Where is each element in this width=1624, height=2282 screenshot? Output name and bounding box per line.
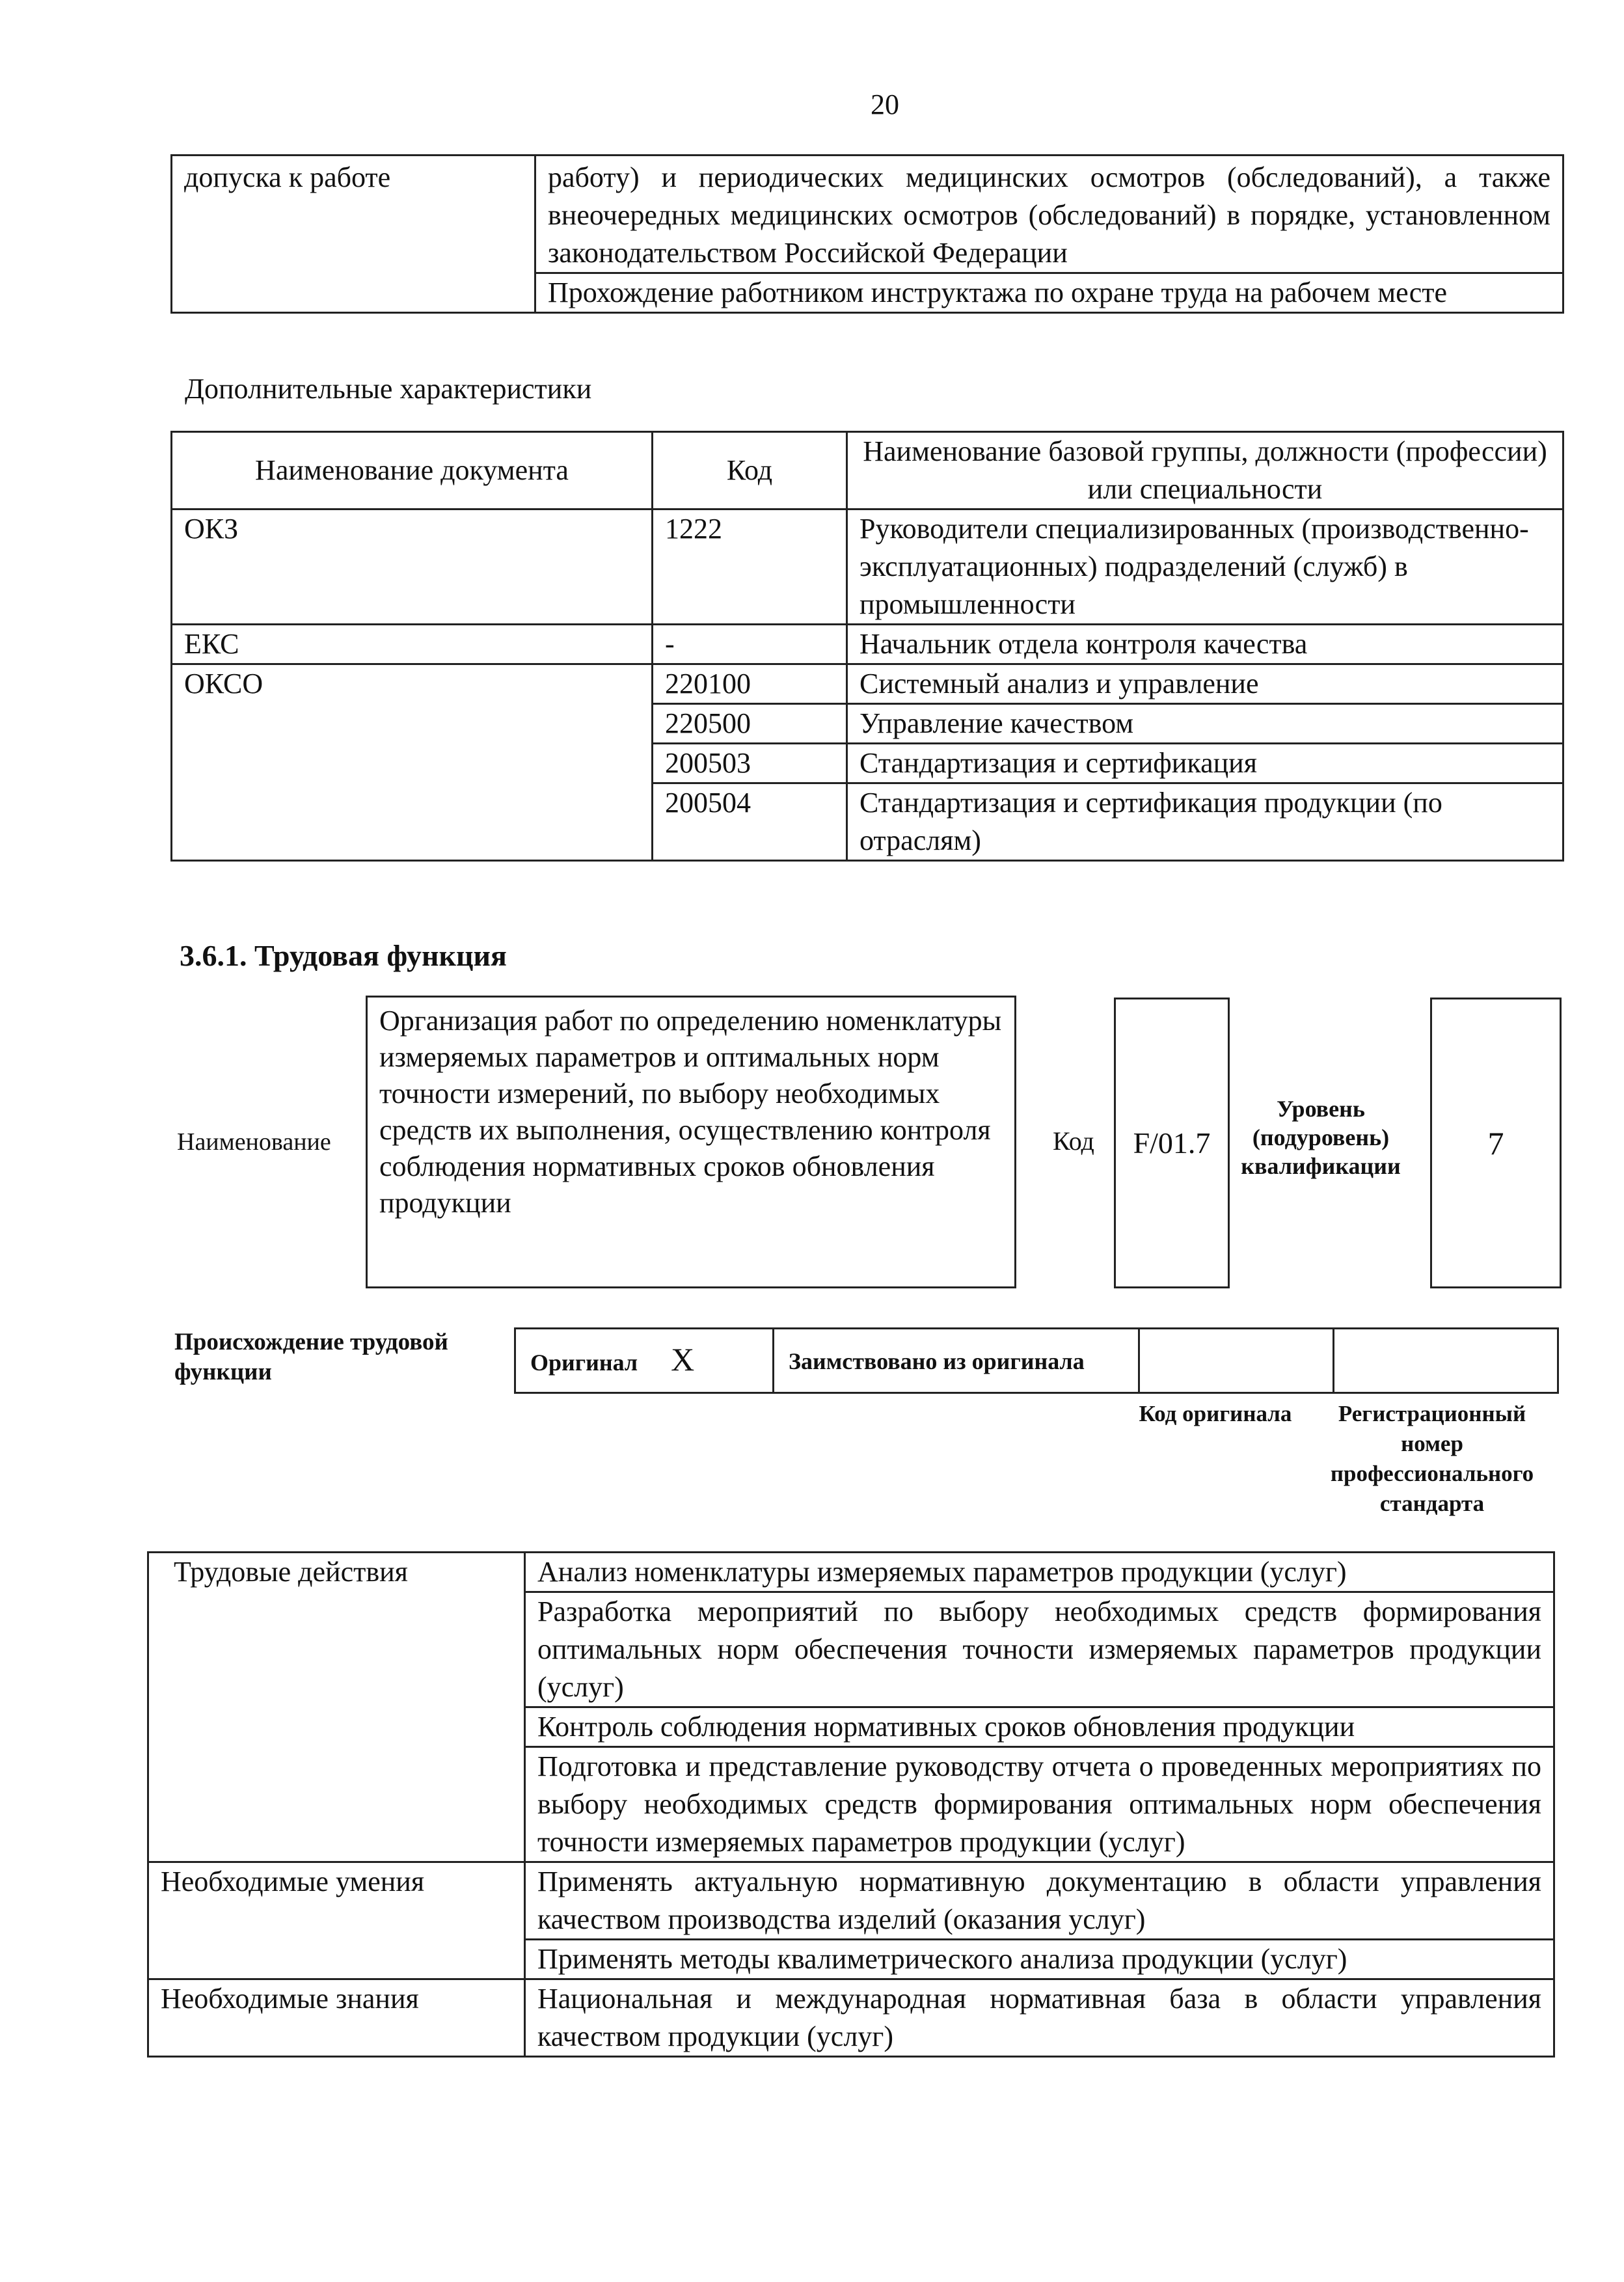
qualification-level-value: 7 xyxy=(1487,1124,1504,1161)
origin-original-cell xyxy=(515,1329,774,1393)
page-number: 20 xyxy=(871,88,899,120)
row-document: ЕКС xyxy=(172,625,653,664)
top-table-row: Прохождение работником инструктажа по охране труда на рабочем месте xyxy=(535,273,1563,313)
header-group-name: Наименование базовой группы, должности (профессии) или специальности xyxy=(847,432,1563,509)
additional-table xyxy=(170,431,1564,862)
origin-reg-cell xyxy=(1334,1329,1558,1393)
header-document: Наименование документа xyxy=(172,432,653,509)
group-label-actions: Трудовые действия xyxy=(148,1553,525,1862)
row-code: 200504 xyxy=(653,783,847,861)
action-item: Контроль соблюдения нормативных сроков обновления продукции xyxy=(525,1707,1554,1747)
action-item: Анализ номенклатуры измеряемых параметров продукции (услуг) xyxy=(525,1553,1554,1592)
row-document: ОКЗ xyxy=(172,509,653,625)
skill-item: Применять методы квалиметрического анализа продукции (услуг) xyxy=(525,1940,1554,1979)
row-name: Руководители специализированных (производственно-эксплуатационных) подразделений (служб) в промышленности xyxy=(847,509,1563,625)
function-code-box xyxy=(1114,998,1230,1288)
top-table-label: допуска к работе xyxy=(172,156,535,313)
function-code-value: F/01.7 xyxy=(1133,1126,1211,1160)
row-name: Стандартизация и сертификация xyxy=(847,744,1563,783)
row-name: Системный анализ и управление xyxy=(847,664,1563,704)
row-name: Начальник отдела контроля качества xyxy=(847,625,1563,664)
skill-item: Применять актуальную нормативную документацию в области управления качеством производства изделий (оказания услуг) xyxy=(525,1862,1554,1940)
origin-code-caption: Код оригинала xyxy=(1139,1401,1292,1426)
origin-original-mark: X xyxy=(671,1340,695,1378)
action-item: Разработка мероприятий по выбору необходимых средств формирования оптимальных норм обеспечения точности измеряемых параметров продукции (услуг) xyxy=(525,1592,1554,1707)
function-name-box xyxy=(366,996,1016,1288)
function-name-text: Организация работ по определению номенклатуры измеряемых параметров и оптимальных норм точности измерений, по выбору необходимых средств их выполнения, осуществлению контроля соблюдения нормативных сроков обновления продукции xyxy=(379,1005,1002,1219)
origin-borrowed-cell xyxy=(774,1329,1139,1393)
row-code: 1222 xyxy=(653,509,847,625)
top-table-row: работу) и периодических медицинских осмотров (обследований), а также внеочередных медицинских осмотров (обследований) в порядке, установленном законодательством Российской Федерации xyxy=(535,156,1563,273)
row-name: Управление качеством xyxy=(847,704,1563,744)
group-label-knowledge: Необходимые знания xyxy=(148,1979,525,2057)
origin-table xyxy=(514,1327,1559,1394)
row-code: 220100 xyxy=(653,664,847,704)
origin-borrowed-label: Заимствовано из оригинала xyxy=(789,1348,1085,1374)
header-code: Код xyxy=(653,432,847,509)
function-code-label: Код xyxy=(1053,1126,1094,1156)
group-label-skills: Необходимые умения xyxy=(148,1862,525,1979)
qualification-level-box xyxy=(1430,998,1562,1288)
origin-original-label: Оригинал xyxy=(530,1349,638,1376)
section-title: 3.6.1. Трудовая функция xyxy=(180,939,507,972)
origin-code-cell xyxy=(1139,1329,1334,1393)
actions-table xyxy=(147,1551,1555,2058)
row-code: - xyxy=(653,625,847,664)
origin-reg-caption: Регистрационный номер профессионального стандарта xyxy=(1330,1401,1534,1516)
row-name: Стандартизация и сертификация продукции (по отраслям) xyxy=(847,783,1563,861)
function-name-label: Наименование xyxy=(177,1128,331,1156)
row-code: 220500 xyxy=(653,704,847,744)
top-table xyxy=(170,154,1564,314)
row-code: 200503 xyxy=(653,744,847,783)
additional-title: Дополнительные характеристики xyxy=(185,373,592,405)
action-item: Подготовка и представление руководству отчета о проведенных мероприятиях по выбору необходимых средств формирования оптимальных норм обеспечения точности измеряемых параметров продукции (услуг) xyxy=(525,1747,1554,1862)
origin-label: Происхождение трудовой функции xyxy=(174,1329,448,1385)
knowledge-item: Национальная и международная нормативная база в области управления качеством продукции (услуг) xyxy=(525,1979,1554,2057)
row-document: ОКСО xyxy=(172,664,653,861)
qualification-level-label: Уровень (подуровень) квалификации xyxy=(1241,1096,1401,1179)
